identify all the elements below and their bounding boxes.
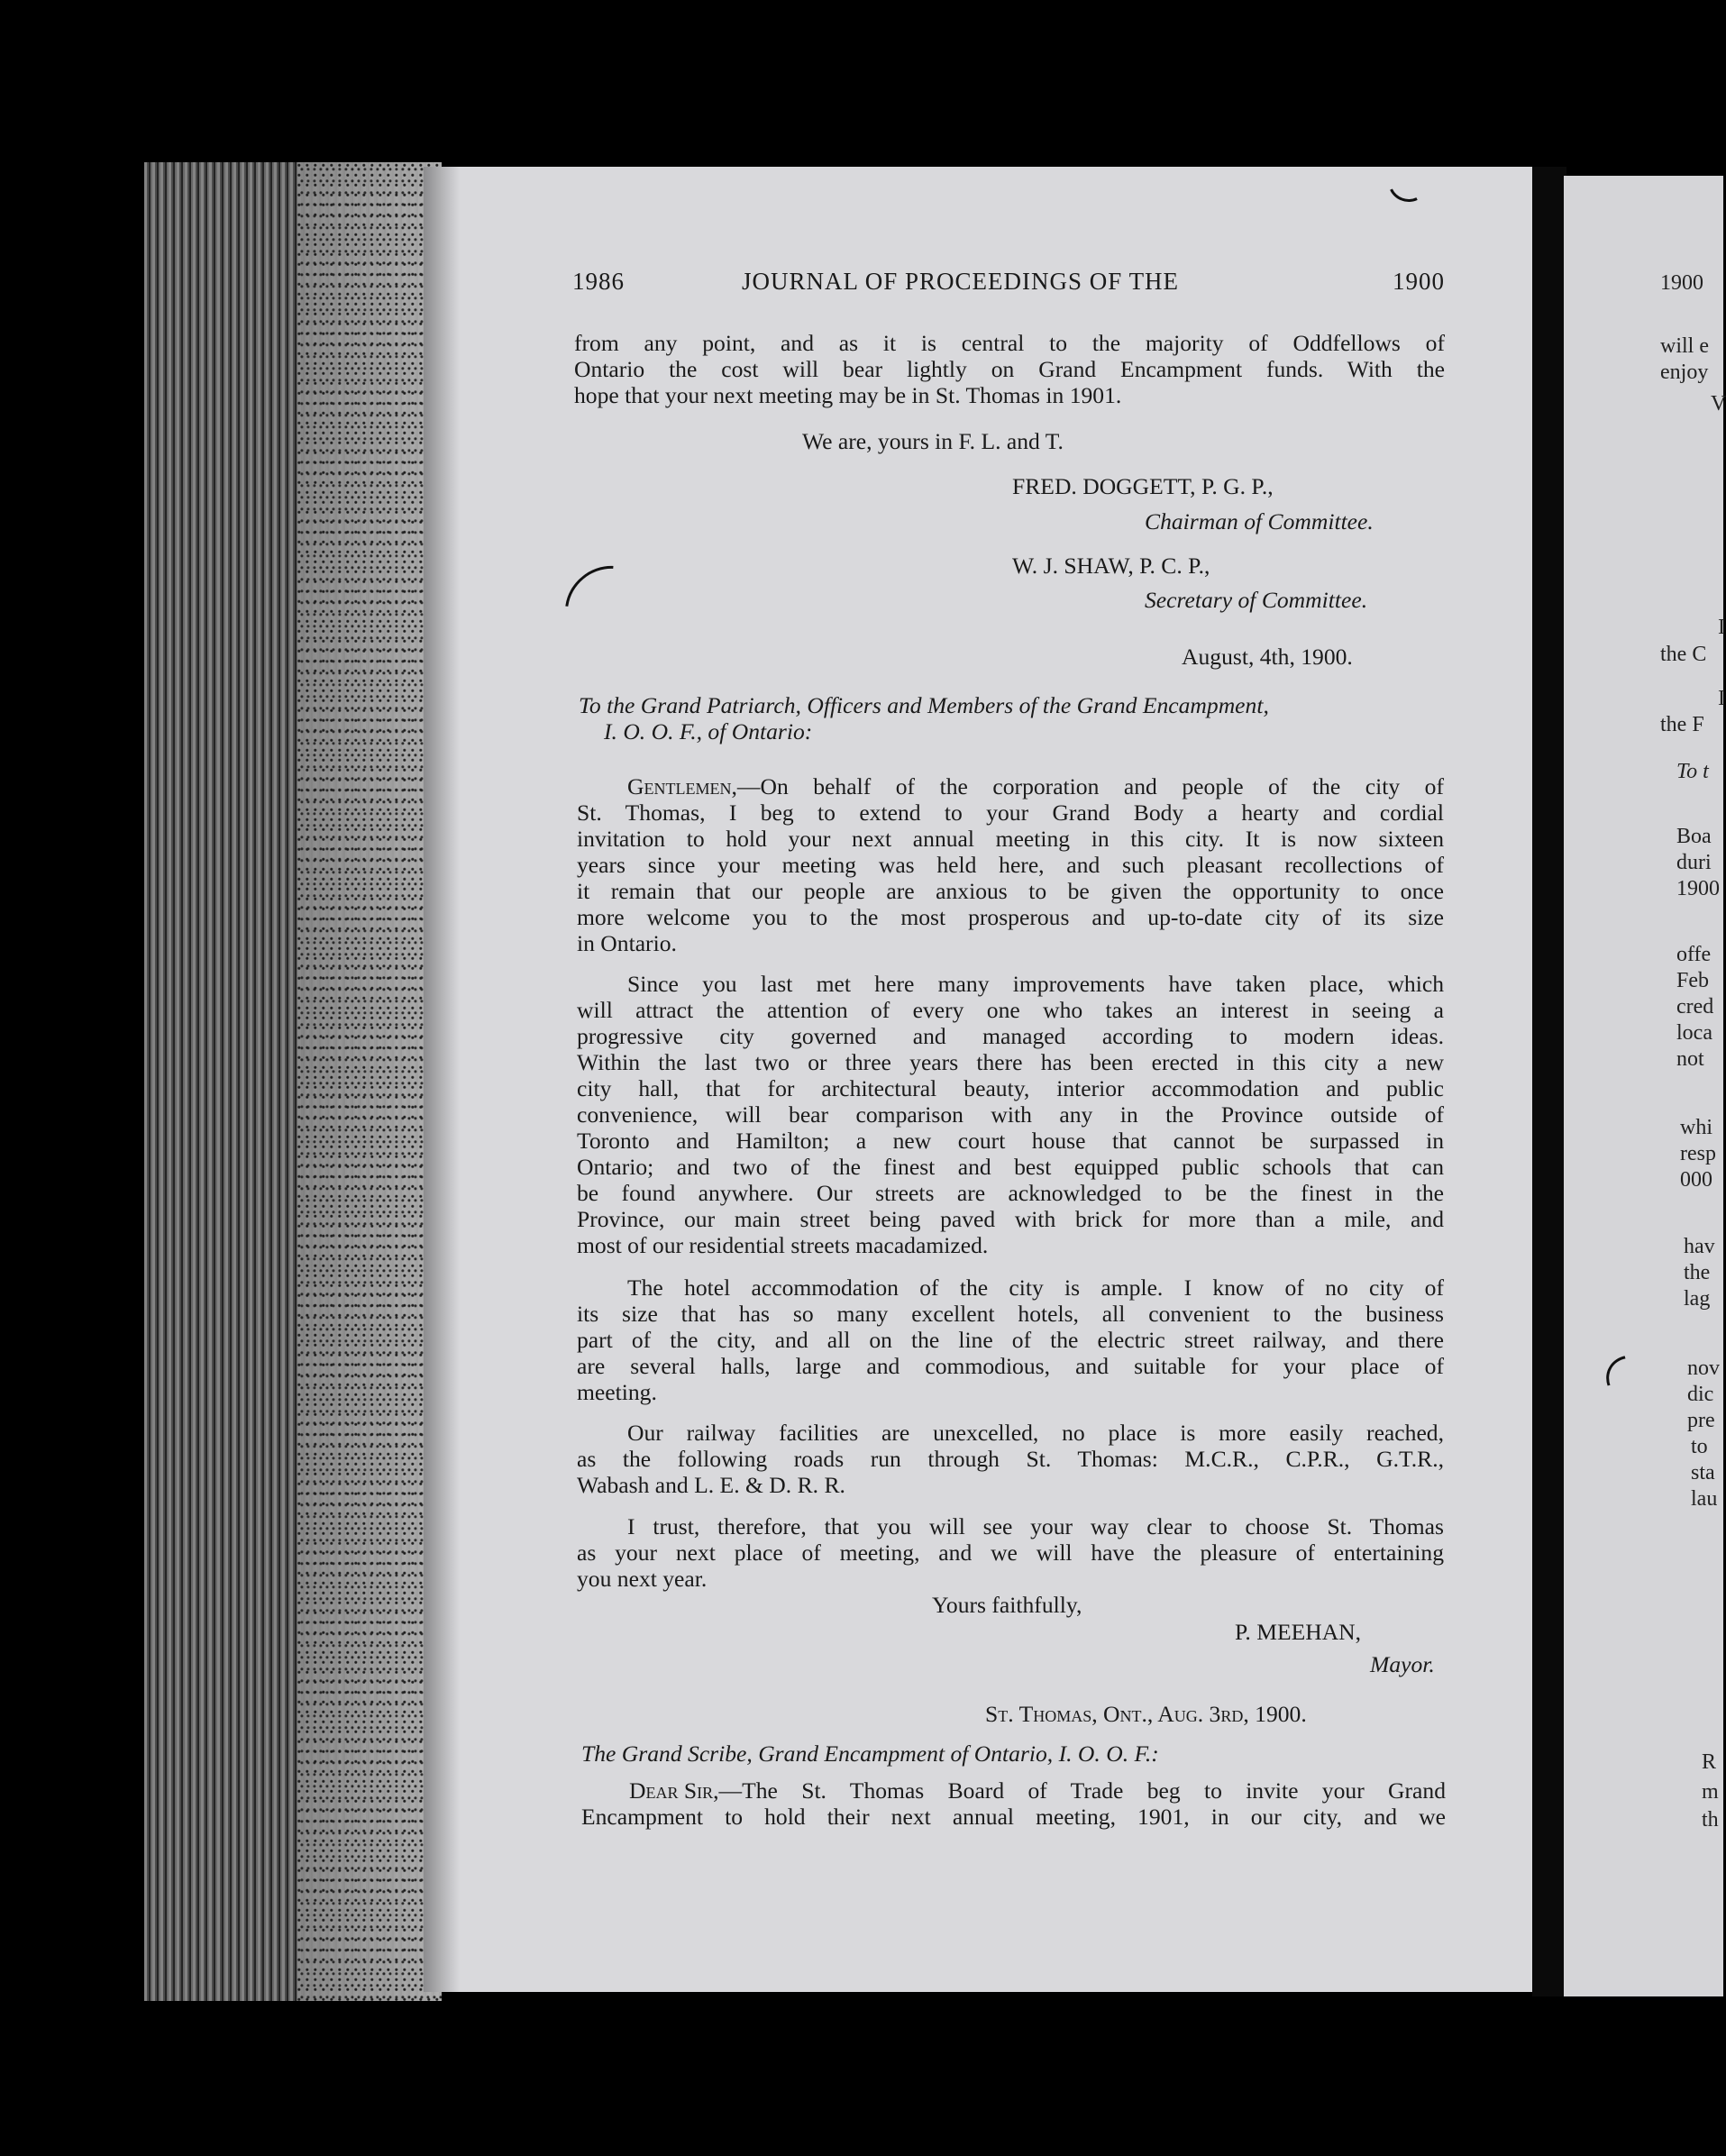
page-number: 1986 xyxy=(572,268,625,295)
text-line: Wabash and L. E. & D. R. R. xyxy=(577,1472,845,1498)
text-line: Within the last two or three years there has been erected in this city a new xyxy=(577,1049,1444,1075)
text-line: The hotel accommodation of the city is ample. I know of no city of xyxy=(627,1274,1444,1301)
salutation: Dear Sir, xyxy=(629,1777,719,1804)
text-line: Toronto and Hamilton; a new court house that cannot be surpassed in xyxy=(577,1128,1444,1154)
text-line: will attract the attention of every one who takes an interest in seeing a xyxy=(577,997,1444,1023)
signer-title: Mayor. xyxy=(1370,1651,1435,1677)
text-line: —On behalf of the corporation and people of the city of xyxy=(736,773,1444,799)
text-line: Since you last met here many improvements have taken place, which xyxy=(627,971,1444,997)
text-line: —The St. Thomas Board of Trade beg to invite your Grand xyxy=(718,1777,1446,1804)
chairman-title: Chairman of Committee. xyxy=(1145,508,1374,534)
text-line: invitation to hold your next annual meeting in this city. It is now sixteen xyxy=(577,826,1444,852)
facing-page-fragment: offe xyxy=(1676,943,1712,966)
letter-closing: Yours faithfully, xyxy=(932,1592,1082,1618)
facing-page-fragment: whi xyxy=(1680,1116,1712,1139)
facing-page-fragment: lag xyxy=(1684,1287,1711,1311)
facing-page-fragment: nov xyxy=(1687,1357,1720,1380)
text-line: as your next place of meeting, and we will have the pleasure of entertaining xyxy=(577,1539,1444,1566)
text-line: St. Thomas, I beg to extend to your Grand Body a hearty and cordial xyxy=(577,799,1444,826)
text-line: in Ontario. xyxy=(577,930,677,956)
facing-page-fragment: 1900 xyxy=(1660,271,1703,295)
facing-page-fragment: V xyxy=(1711,392,1726,416)
facing-page-fragment: lau xyxy=(1691,1487,1718,1511)
committee-closing: We are, yours in F. L. and T. xyxy=(802,428,1064,454)
facing-page-fragment: 1900 xyxy=(1676,877,1720,900)
signer-name: P. MEEHAN, xyxy=(1235,1619,1362,1645)
facing-page-fragment: dic xyxy=(1687,1383,1714,1406)
text-line: Our railway facilities are unexcelled, no place is more easily reached, xyxy=(627,1420,1444,1446)
facing-page-fragment: duri xyxy=(1676,851,1712,874)
text-line: city hall, that for architectural beauty, interior accommodation and public xyxy=(577,1075,1444,1101)
facing-page-fragment: th xyxy=(1702,1808,1719,1832)
text-line: Encampment to hold their next annual meeting, 1901, in our city, and we xyxy=(581,1804,1446,1830)
facing-page-fragment: the xyxy=(1684,1261,1711,1284)
running-title: JOURNAL OF PROCEEDINGS OF THE xyxy=(742,268,1180,295)
facing-page-fragment: Feb xyxy=(1676,969,1709,992)
header-year: 1900 xyxy=(1393,268,1445,295)
facing-page-fragment: resp xyxy=(1680,1142,1716,1165)
facing-page-fragment: not xyxy=(1676,1047,1704,1071)
text-line: as the following roads run through St. Thomas: M.C.R., C.P.R., G.T.R., xyxy=(577,1446,1444,1472)
facing-page-fragment: cred xyxy=(1676,995,1714,1019)
facing-page-fragment: enjoy xyxy=(1660,361,1709,384)
text-line: I trust, therefore, that you will see your way clear to choose St. Thomas xyxy=(627,1513,1444,1539)
facing-page-fragment: to xyxy=(1691,1435,1708,1458)
facing-page-fragment: the C xyxy=(1660,643,1707,666)
facing-page-fragment: hav xyxy=(1684,1235,1715,1258)
text-line: Ontario the cost will bear lightly on Grand Encampment funds. With the xyxy=(574,356,1445,382)
text-line: it remain that our people are anxious to be given the opportunity to once xyxy=(577,878,1444,904)
facing-page-fragment: pre xyxy=(1687,1409,1715,1432)
facing-page xyxy=(1564,176,1723,1996)
text-line: years since your meeting was held here, and such pleasant recollections of xyxy=(577,852,1444,878)
text-line: Ontario; and two of the finest and best equipped public schools that can xyxy=(577,1154,1444,1180)
page-gutter-shadow xyxy=(424,167,460,1992)
text-line: Province, our main street being paved with brick for more than a mile, and xyxy=(577,1206,1444,1232)
facing-page-fragment: loca xyxy=(1676,1021,1712,1045)
secretary-name: W. J. SHAW, P. C. P., xyxy=(1012,553,1210,579)
text-line: more welcome you to the most prosperous and up-to-date city of its size xyxy=(577,904,1444,930)
letter-address: The Grand Scribe, Grand Encampment of Ontario, I. O. O. F.: xyxy=(581,1740,1159,1767)
text-line: convenience, will bear comparison with any in the Province outside of xyxy=(577,1101,1444,1128)
text-line: from any point, and as it is central to the majority of Oddfellows of xyxy=(574,330,1445,356)
letter-address: I. O. O. F., of Ontario: xyxy=(604,718,813,745)
page-gap xyxy=(1532,167,1566,1996)
text-line: you next year. xyxy=(577,1566,708,1592)
text-line: progressive city governed and managed according to modern ideas. xyxy=(577,1023,1444,1049)
facing-page-fragment: m xyxy=(1702,1780,1719,1804)
text-line: most of our residential streets macadamized. xyxy=(577,1232,989,1258)
text-line: its size that has so many excellent hotels, all convenient to the business xyxy=(577,1301,1444,1327)
salutation: Gentlemen, xyxy=(627,773,737,799)
text-line: part of the city, and all on the line of the electric street railway, and there xyxy=(577,1327,1444,1353)
text-line: are several halls, large and commodious, and suitable for your place of xyxy=(577,1353,1444,1379)
text-line: be found anywhere. Our streets are acknowledged to be the finest in the xyxy=(577,1180,1444,1206)
text-line: hope that your next meeting may be in St. Thomas in 1901. xyxy=(574,382,1122,408)
secretary-title: Secretary of Committee. xyxy=(1145,587,1368,613)
paragraph-first-line xyxy=(629,1777,1446,1804)
facing-page-fragment: I xyxy=(1718,687,1725,710)
text-line: meeting. xyxy=(577,1379,657,1405)
facing-page-fragment: To t xyxy=(1676,760,1709,783)
letter-date: August, 4th, 1900. xyxy=(1182,644,1353,670)
facing-page-fragment: will e xyxy=(1660,334,1709,358)
facing-page-fragment: the F xyxy=(1660,713,1704,736)
chairman-name: FRED. DOGGETT, P. G. P., xyxy=(1012,473,1274,499)
book-page-edges-speckle xyxy=(297,162,442,2001)
paragraph-first-line xyxy=(627,773,1444,799)
facing-page-fragment: Boa xyxy=(1676,825,1712,848)
facing-page-fragment: R xyxy=(1702,1750,1717,1774)
letter-address: To the Grand Patriarch, Officers and Members of the Grand Encampment, xyxy=(579,692,1269,718)
facing-page-fragment: I xyxy=(1718,616,1725,639)
facing-page-fragment: 000 xyxy=(1680,1168,1712,1192)
facing-page-fragment: sta xyxy=(1691,1461,1715,1485)
letter-place-date: St. Thomas, Ont., Aug. 3rd, 1900. xyxy=(985,1701,1307,1727)
